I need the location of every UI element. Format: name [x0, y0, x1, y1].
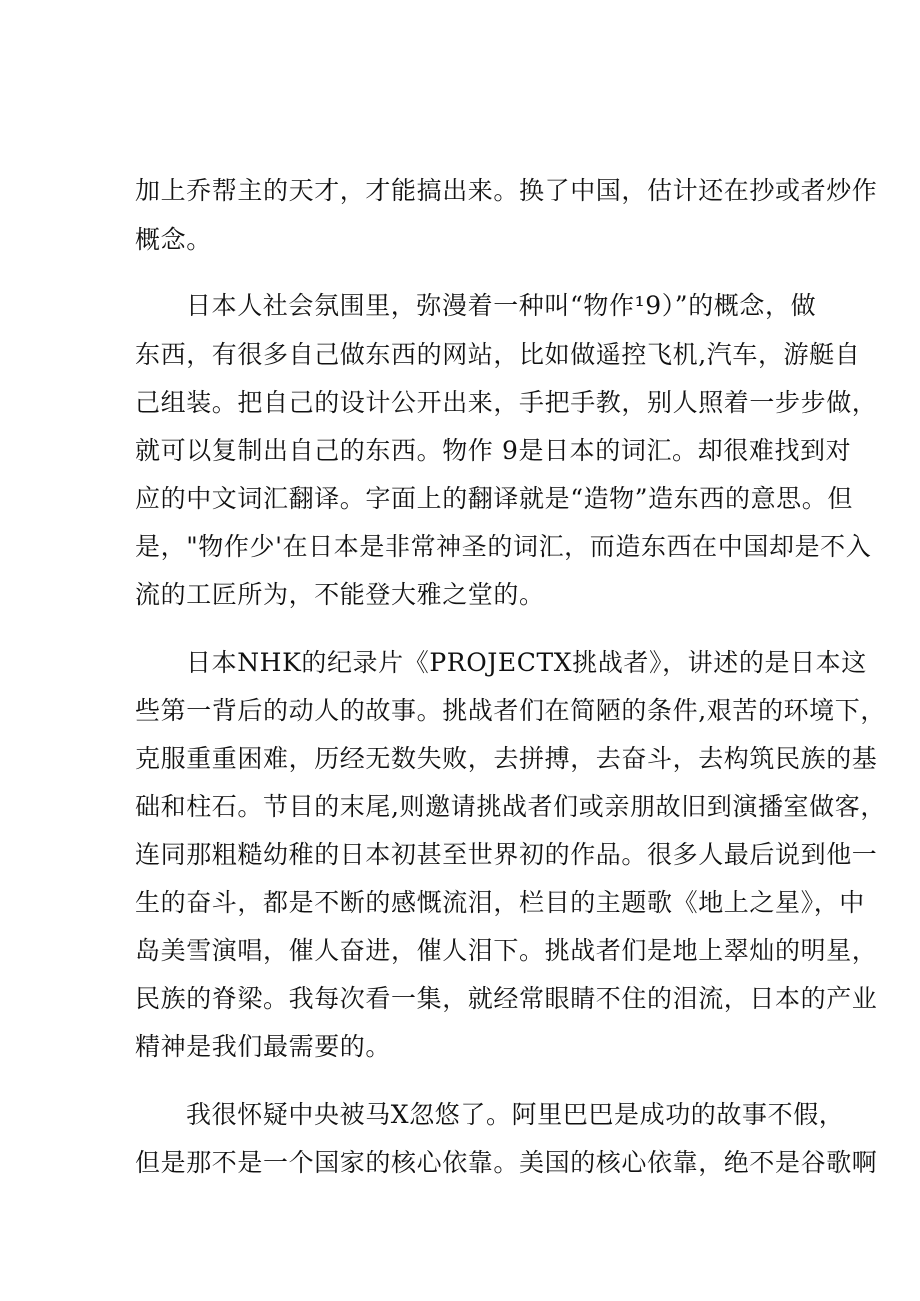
text-line: 克服重重困难，历经无数失败，去拼搏，去奋斗，去构筑民族的基: [135, 744, 878, 773]
text-line: 概念。: [135, 225, 212, 254]
text-line: 精神是我们最需要的。: [135, 1032, 392, 1061]
text-line: 应的中文词汇翻译。字面上的翻译就是“造物”造东西的意思。但: [135, 484, 853, 513]
text-line: 日本NHK的纪录片《PROJECTX挑战者》，讲述的是日本这: [186, 648, 867, 677]
text-line: 础和柱石。节目的末尾,则邀请挑战者们或亲朋故旧到演播室做客，: [135, 792, 886, 821]
text-line: 日本人社会氛围里，弥漫着一种叫“物作¹9）”的概念，做: [186, 291, 817, 320]
text-line: 是，"物作少'在日本是非常神圣的词汇，而造东西在中国却是不入: [135, 532, 872, 561]
text-line: 流的工匠所为，不能登大雅之堂的。: [135, 580, 545, 609]
text-line: 些第一背后的动人的故事。挑战者们在简陋的条件,艰苦的环境下，: [135, 696, 886, 725]
text-line: 我很怀疑中央被马X忽悠了。阿里巴巴是成功的故事不假，: [186, 1100, 845, 1129]
text-line: 岛美雪演唱，催人奋进，催人泪下。挑战者们是地上翠灿的明星，: [135, 936, 878, 965]
text-line: 生的奋斗，都是不断的感慨流泪，栏目的主题歌《地上之星》，中: [135, 888, 865, 917]
text-line: 加上乔帮主的天才，才能搞出来。换了中国，估计还在抄或者炒作: [135, 176, 878, 205]
text-line: 己组装。把自己的设计公开出来，手把手教，别人照着一步步做，: [135, 388, 878, 417]
text-line: 东西，有很多自己做东西的网站，比如做遥控飞机,汽车，游艇自: [135, 340, 861, 369]
text-line: 连同那粗糙幼稚的日本初甚至世界初的作品。很多人最后说到他一: [135, 840, 878, 869]
text-line: 民族的脊梁。我每次看一集，就经常眼睛不住的泪流，日本的产业: [135, 984, 878, 1013]
text-line: 就可以复制出自己的东西。物作 9是日本的词汇。却很难找到对: [135, 436, 852, 465]
text-line: 但是那不是一个国家的核心依靠。美国的核心依靠，绝不是谷歌啊: [135, 1148, 878, 1177]
